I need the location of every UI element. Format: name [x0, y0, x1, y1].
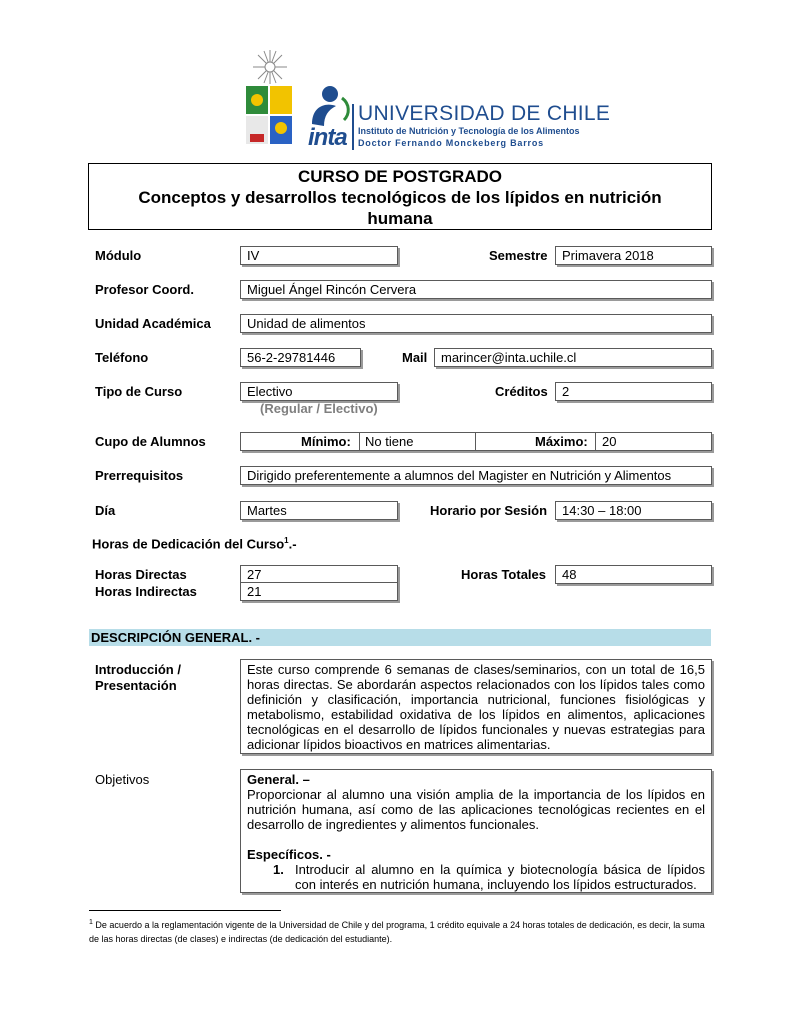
footnote-mark: 1: [89, 919, 93, 926]
objetivo-item-text: Introducir al alumno en la química y biotecnología básica de lípidos con interés en nutrición humana, incluyendo los lípidos estructurados.: [295, 862, 705, 892]
maximo-label: Máximo:: [535, 434, 588, 449]
university-name: UNIVERSIDAD DE CHILE: [358, 102, 611, 125]
minimo-divider: [359, 433, 360, 450]
directas-label: Horas Directas: [95, 567, 187, 582]
minimo-value: No tiene: [365, 434, 414, 449]
objetivo-item-number: 1.: [273, 862, 284, 877]
intro-box: [240, 659, 712, 754]
objetivo-especifico-item: [247, 862, 705, 892]
cupo-mid-divider: [475, 433, 476, 450]
intro-label-2: Presentación: [95, 678, 177, 693]
footnote-ref: 1: [284, 536, 289, 545]
totales-field: 48: [555, 565, 712, 584]
totales-label: Horas Totales: [461, 567, 547, 582]
maximo-value: 20: [602, 434, 617, 449]
doctor-name: Doctor Fernando Monckeberg Barros: [358, 138, 544, 148]
footnote: [89, 916, 713, 946]
horas-dedicacion-text: Horas de Dedicación del Curso: [92, 536, 285, 552]
tipo-hint: (Regular / Electivo): [260, 401, 378, 416]
indirectas-field: 21: [240, 582, 398, 601]
university-crest: [244, 48, 296, 148]
course-title-line1: CURSO DE POSTGRADO: [297, 167, 503, 186]
section-descripcion-general: DESCRIPCIÓN GENERAL. -: [89, 629, 711, 646]
semestre-field: Primavera 2018: [555, 246, 712, 265]
horas-dedicacion-suffix: .-: [288, 536, 297, 552]
course-title-line2: Conceptos y desarrollos tecnológicos de los lípidos en nutrición: [138, 188, 662, 207]
mail-field: marincer@inta.uchile.cl: [434, 348, 712, 367]
prerreq-field: Dirigido preferentemente a alumnos del Magister en Nutrición y Alimentos: [240, 466, 712, 485]
objetivos-label: Objetivos: [95, 772, 150, 787]
objetivo-general-title: General. –: [247, 772, 310, 787]
horario-field: 14:30 – 18:00: [555, 501, 712, 520]
maximo-divider: [595, 433, 596, 450]
footnote-rule: [89, 910, 281, 911]
institute-name: Instituto de Nutrición y Tecnología de los Alimentos: [358, 126, 580, 136]
dia-field: Martes: [240, 501, 398, 520]
logo-divider: [352, 104, 354, 150]
cupo-row: [240, 432, 712, 451]
telefono-field: 56-2-29781446: [240, 348, 361, 367]
modulo-label: Módulo: [95, 248, 142, 263]
directas-field: 27: [240, 565, 398, 584]
creditos-label: Créditos: [495, 384, 548, 399]
intro-label-1: Introducción /: [95, 662, 181, 677]
horas-dedicacion-heading: [92, 536, 297, 551]
unidad-label: Unidad Académica: [95, 316, 211, 331]
objetivos-box: [240, 769, 712, 893]
footnote-text: De acuerdo a la reglamentación vigente de la Universidad de Chile y del programa, 1 crédito equivale a 24 horas totales de dedicación, es decir, la suma de las horas directas (de clases) e indirectas (de dedicación del estudiante).: [89, 920, 705, 944]
profesor-field: Miguel Ángel Rincón Cervera: [240, 280, 712, 299]
objetivos-especificos-title: Específicos. -: [247, 847, 331, 862]
mail-label: Mail: [402, 350, 428, 365]
inta-wordmark: inta: [308, 124, 347, 151]
minimo-label: Mínimo:: [301, 434, 351, 449]
course-title-box: [88, 163, 712, 230]
unidad-field: Unidad de alimentos: [240, 314, 712, 333]
course-title-line3: humana: [367, 209, 433, 228]
modulo-field: IV: [240, 246, 398, 265]
tipo-label: Tipo de Curso: [95, 384, 183, 399]
intro-text: Este curso comprende 6 semanas de clases/seminarios, con un total de 16,5 horas directas. Se abordarán aspectos relacionados con los lípidos tales como definición y clasificación, importancia nutricional, funciones fisiológicas y metabolismo, estabilidad oxidativa de los lípidos en alimentos, aplicaciones tecnológicas en el desarrollo de lípidos funcionales y nuevas estrategias para adicionar lípidos bioactivos en matrices alimentarias.: [247, 662, 705, 752]
horario-label: Horario por Sesión: [430, 503, 548, 518]
cupo-label: Cupo de Alumnos: [95, 434, 206, 449]
creditos-field: 2: [555, 382, 712, 401]
indirectas-label: Horas Indirectas: [95, 584, 197, 599]
profesor-label: Profesor Coord.: [95, 282, 194, 297]
telefono-label: Teléfono: [95, 350, 149, 365]
tipo-field: Electivo: [240, 382, 398, 401]
prerreq-label: Prerrequisitos: [95, 468, 184, 483]
semestre-label: Semestre: [489, 248, 548, 263]
objetivo-general-text: Proporcionar al alumno una visión amplia de la importancia de los lípidos en nutrición humana, así como de las aplicaciones tecnológicas recientes en el desarrollo de ingredientes y alimentos funcionales.: [247, 787, 705, 832]
dia-label: Día: [95, 503, 116, 518]
